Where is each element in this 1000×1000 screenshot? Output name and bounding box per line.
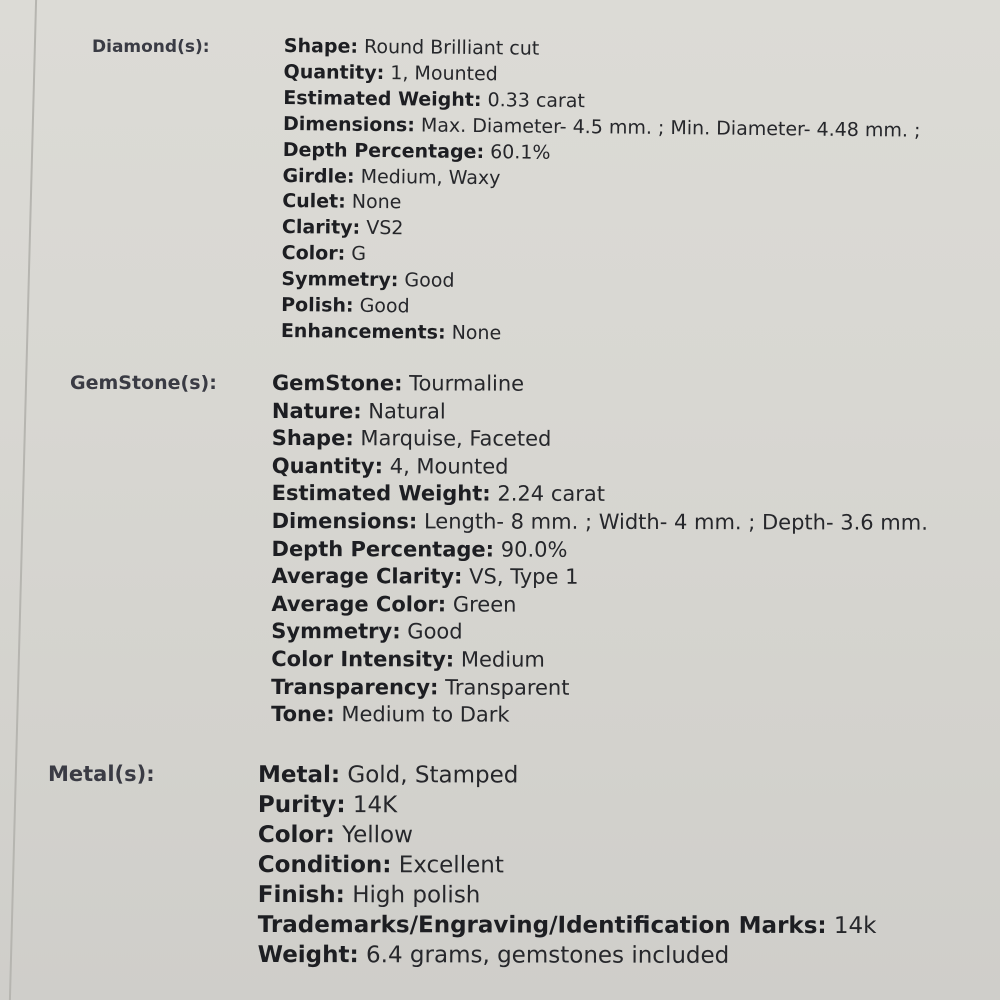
- field-value: 90.0%: [500, 537, 568, 562]
- metal-field-condition: [258, 850, 877, 881]
- field-value: VS, Type 1: [469, 564, 579, 589]
- field-value: 60.1%: [490, 140, 551, 164]
- field-key: Dimensions:: [282, 112, 415, 137]
- field-key: Quantity:: [283, 60, 385, 84]
- field-key: Depth Percentage:: [271, 536, 495, 562]
- field-key: Girdle:: [282, 164, 355, 188]
- field-value: Excellent: [398, 852, 504, 879]
- metal-field-purity: [258, 790, 877, 821]
- field-value: 0.33 carat: [487, 88, 586, 112]
- diamond-field-list: [281, 34, 922, 352]
- field-key: Quantity:: [271, 453, 384, 479]
- field-key: Symmetry:: [271, 619, 401, 644]
- margin-rule: [9, 0, 37, 1000]
- field-key: Metal:: [257, 762, 341, 789]
- field-value: High polish: [352, 882, 481, 909]
- field-value: 4, Mounted: [389, 454, 509, 479]
- field-value: Tourmaline: [409, 371, 525, 396]
- field-value: 2.24 carat: [497, 481, 606, 507]
- field-value: Green: [452, 592, 517, 617]
- field-key: Enhancements:: [280, 319, 446, 344]
- field-key: Nature:: [271, 398, 362, 423]
- gemstone-field-quantity: [272, 453, 928, 482]
- field-value: Transparent: [445, 674, 570, 700]
- field-key: Polish:: [281, 294, 354, 317]
- field-value: Marquise, Faceted: [360, 426, 552, 451]
- metal-field-finish: [258, 880, 877, 911]
- field-key: Average Clarity:: [271, 564, 463, 589]
- field-key: Estimated Weight:: [283, 86, 482, 111]
- field-value: Medium: [460, 647, 545, 672]
- metal-field-metal: [258, 760, 877, 791]
- field-value: G: [351, 242, 367, 266]
- field-value: Yellow: [342, 822, 413, 849]
- metal-section-label: Metal(s):: [48, 762, 155, 786]
- field-key: Condition:: [257, 851, 392, 879]
- field-key: Transparency:: [271, 674, 439, 699]
- field-value: Gold, Stamped: [347, 762, 519, 789]
- field-value: None: [351, 191, 402, 214]
- metal-field-trademarks: [258, 910, 877, 941]
- field-key: Trademarks/Engraving/Identification Marks:: [257, 911, 827, 939]
- field-value: 1, Mounted: [390, 62, 498, 86]
- gemstone-section-label: GemStone(s):: [70, 372, 217, 394]
- field-value: None: [451, 321, 502, 345]
- field-key: Purity:: [257, 791, 346, 819]
- metal-field-list: [258, 760, 877, 971]
- field-key: Clarity:: [281, 216, 361, 240]
- metal-field-weight: [258, 940, 877, 971]
- field-key: Color:: [281, 242, 346, 265]
- field-value: Natural: [368, 398, 446, 424]
- field-value: VS2: [366, 217, 404, 240]
- gemstone-field-tone: [271, 701, 927, 730]
- diamond-field-enhancements: [281, 319, 919, 352]
- field-value: Max. Diameter- 4.5 mm. ; Min. Diameter- 4.48 mm. ;: [420, 114, 921, 142]
- diamond-section-label: Diamond(s):: [92, 37, 210, 57]
- gemstone-field-color-intensity: [271, 646, 927, 675]
- field-value: Good: [359, 294, 410, 318]
- gemstone-field-gemstone: [272, 370, 928, 399]
- field-value: 14K: [352, 792, 398, 819]
- field-key: Estimated Weight:: [271, 481, 491, 506]
- field-key: Weight:: [257, 941, 359, 969]
- field-value: Good: [407, 619, 463, 644]
- gemstone-field-transparency: [271, 674, 927, 703]
- gemstone-field-depth-percentage: [271, 536, 927, 565]
- gemstone-field-nature: [272, 398, 928, 427]
- field-key: Culet:: [282, 190, 346, 214]
- gemstone-field-dimensions: [272, 508, 928, 537]
- field-key: GemStone:: [271, 371, 403, 396]
- gemstone-field-symmetry: [271, 618, 927, 647]
- field-key: Depth Percentage:: [282, 138, 485, 163]
- field-key: Symmetry:: [281, 268, 399, 292]
- gemstone-field-average-clarity: [271, 563, 927, 592]
- field-key: Tone:: [271, 702, 335, 727]
- field-key: Average Color:: [271, 591, 447, 617]
- field-value: Round Brilliant cut: [363, 35, 540, 60]
- field-key: Dimensions:: [271, 508, 418, 534]
- field-value: Medium, Waxy: [360, 165, 501, 189]
- gemstone-field-average-color: [271, 591, 927, 620]
- gemstone-field-shape: [272, 425, 928, 454]
- field-key: Finish:: [257, 881, 345, 909]
- field-value: Good: [404, 269, 455, 292]
- field-key: Color Intensity:: [271, 646, 455, 672]
- gemstone-field-estimated-weight: [272, 480, 928, 509]
- field-value: Length- 8 mm. ; Width- 4 mm. ; Depth- 3.6 mm.: [423, 509, 928, 535]
- field-key: Shape:: [271, 426, 354, 451]
- field-value: 14k: [833, 913, 877, 940]
- field-value: Medium to Dark: [341, 702, 510, 727]
- field-key: Color:: [257, 821, 335, 849]
- gemstone-field-list: [271, 370, 928, 730]
- field-key: Shape:: [283, 34, 359, 58]
- field-value: 6.4 grams, gemstones included: [366, 942, 730, 969]
- metal-field-color: [258, 820, 877, 851]
